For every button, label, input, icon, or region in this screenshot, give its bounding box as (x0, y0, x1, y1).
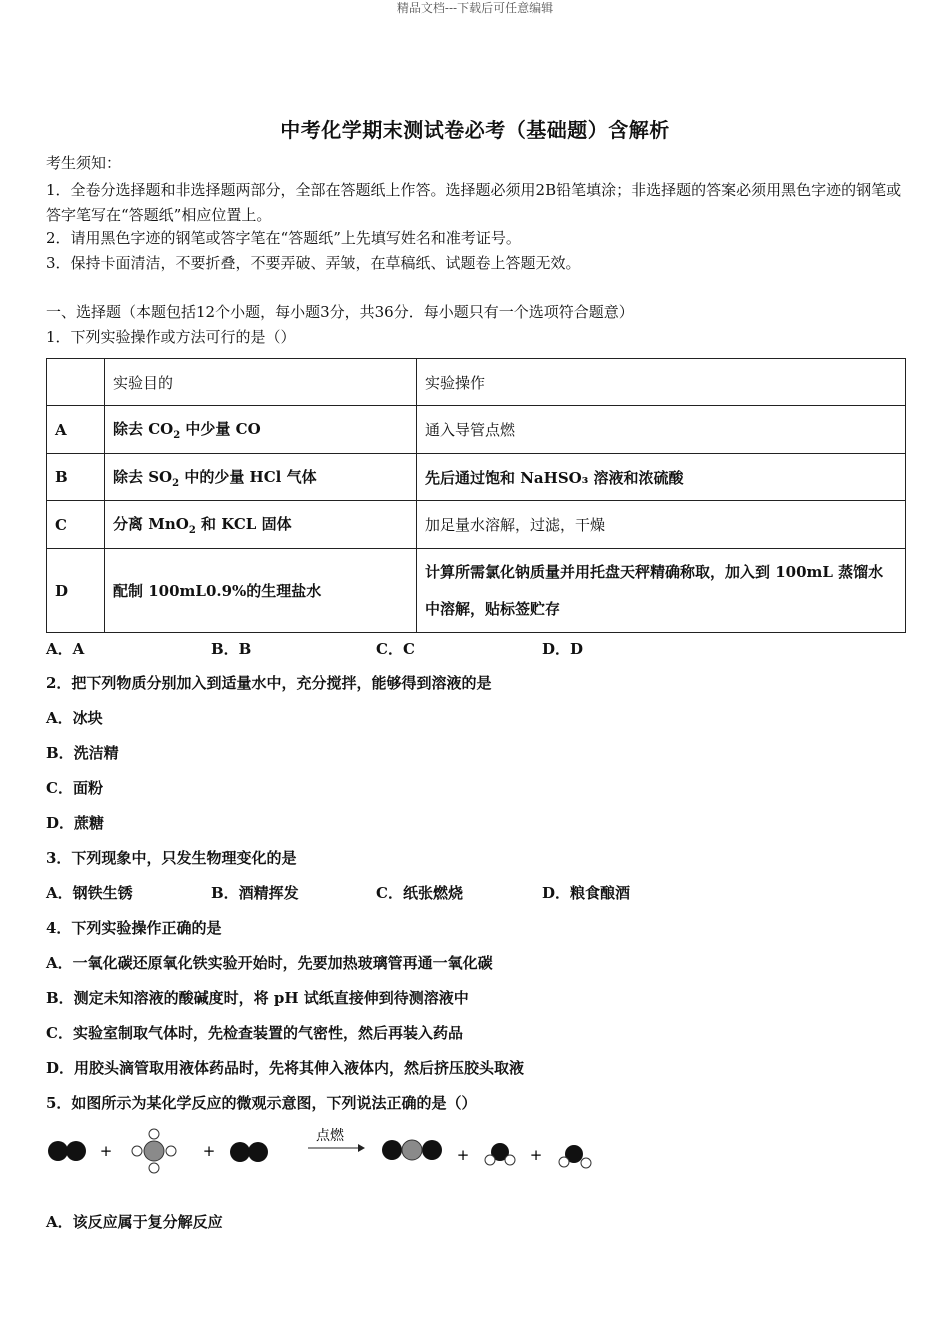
table-row (47, 454, 906, 501)
q1-stem: 1．下列实验操作或方法可行的是（） (46, 328, 296, 346)
notice-item-2: 2．请用黑色字迹的钢笔或答字笔在“答题纸”上先填写姓名和准考证号。 (46, 229, 521, 247)
molecule-reactant-1 (48, 1141, 86, 1161)
molecule-reactant-3 (230, 1142, 268, 1162)
table-header-cell: 实验操作 (417, 359, 906, 406)
molecule-product-3 (559, 1145, 591, 1168)
q2-option-c: C．面粉 (46, 779, 103, 797)
q5-stem: 5．如图所示为某化学反应的微观示意图，下列说法正确的是（） (46, 1094, 477, 1112)
q3-stem: 3．下列现象中，只发生物理变化的是 (46, 849, 297, 867)
plus-sign: + (99, 1142, 113, 1160)
notice-item-3: 3．保持卡面清洁，不要折叠，不要弄破、弄皱，在草稿纸、试题卷上答题无效。 (46, 254, 581, 272)
row-operation: 通入导管点燃 (417, 406, 906, 454)
table-header-cell: 实验目的 (105, 359, 417, 406)
q1-table (46, 358, 906, 633)
row-label: D (47, 549, 105, 633)
row-purpose: 分离 MnO$_2$ 和 KCL 固体 (105, 501, 417, 549)
q1-option-b: B．B (211, 640, 252, 658)
row-label: A (47, 406, 105, 454)
q3-option-b: B．酒精挥发 (211, 884, 299, 902)
row-operation: 加足量水溶解，过滤，干燥 (417, 501, 906, 549)
q2-option-d: D．蔗糖 (46, 814, 105, 832)
q4-option-b: B．测定未知溶液的酸碱度时，将 pH 试纸直接伸到待测溶液中 (46, 989, 469, 1007)
molecule-product-1 (382, 1140, 442, 1160)
q2-stem: 2．把下列物质分别加入到适量水中，充分搅拌，能够得到溶液的是 (46, 674, 492, 692)
q5-option-a: A．该反应属于复分解反应 (46, 1213, 223, 1231)
table-header-cell (47, 359, 105, 406)
section-heading: 一、选择题（本题包括12个小题，每小题3分，共36分．每小题只有一个选项符合题意） (46, 303, 634, 321)
q4-option-a: A．一氧化碳还原氧化铁实验开始时，先要加热玻璃管再通一氧化碳 (46, 954, 493, 972)
q3-option-c: C．纸张燃烧 (376, 884, 463, 902)
page-header: 精品文档---下载后可任意编辑 (396, 1, 554, 15)
q2-option-b: B．洗洁精 (46, 744, 119, 762)
row-purpose: 除去 $SO_2$ 中的少量 HCl 气体 (105, 454, 417, 501)
q1-option-a: A．A (46, 640, 85, 658)
row-operation: 先后通过饱和 NaHSO₃ 溶液和浓硫酸 (417, 454, 906, 501)
page-title: 中考化学期末测试卷必考（基础题）含解析 (280, 118, 670, 142)
reaction-arrow-icon (308, 1144, 365, 1152)
row-label: C (47, 501, 105, 549)
q1-option-c: C．C (376, 640, 415, 658)
row-label: B (47, 454, 105, 501)
reaction-condition: 点燃 (316, 1128, 344, 1144)
table-row (47, 406, 906, 454)
q4-option-d: D．用胶头滴管取用液体药品时，先将其伸入液体内，然后挤压胶头取液 (46, 1059, 525, 1077)
q1-option-d: D．D (542, 640, 584, 658)
row-purpose: 配制 100mL0.9%的生理盐水 (105, 549, 417, 633)
q4-stem: 4．下列实验操作正确的是 (46, 919, 222, 937)
q2-option-a: A．冰块 (46, 709, 103, 727)
table-row (47, 549, 906, 633)
table-header-row (47, 359, 906, 406)
row-operation: 计算所需氯化钠质量并用托盘天秤精确称取，加入到 100mL 蒸馏水中溶解，贴标签贮存 (417, 549, 906, 633)
row-purpose: 除去 $CO_2$ 中少量 CO (105, 406, 417, 454)
notice-heading: 考生须知： (46, 154, 122, 172)
table-row (47, 501, 906, 549)
q3-option-d: D．粮食酿酒 (542, 884, 631, 902)
molecule-reactant-2 (132, 1129, 176, 1173)
plus-sign: + (529, 1146, 543, 1164)
plus-sign: + (202, 1142, 216, 1160)
reaction-diagram (40, 1122, 610, 1180)
notice-item-1: 1．全卷分选择题和非选择题两部分，全部在答题纸上作答。选择题必须用2B铅笔填涂；非选择题的答案必须用黑色字迹的钢笔或答字笔写在“答题纸”相应位置上。 (46, 181, 902, 224)
q4-option-c: C．实验室制取气体时，先检查装置的气密性，然后再装入药品 (46, 1024, 463, 1042)
q3-option-a: A．钢铁生锈 (46, 884, 133, 902)
plus-sign: + (456, 1146, 470, 1164)
molecule-product-2 (485, 1143, 515, 1165)
